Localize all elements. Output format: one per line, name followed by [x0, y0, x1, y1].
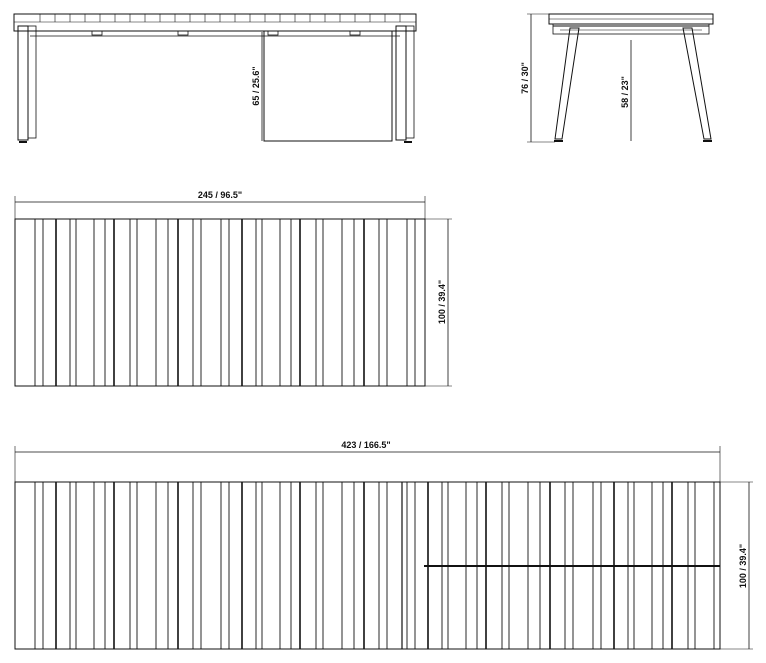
side-tabletop: [14, 14, 416, 31]
side-extension-panel: [264, 31, 392, 141]
extended-width-dimension: 100 / 39.4": [738, 543, 748, 589]
side-height-dimension: 65 / 25.6": [251, 66, 261, 106]
front-leg-height-dimension: 58 / 23": [620, 76, 630, 108]
side-right-leg: [396, 26, 406, 140]
front-left-leg: [555, 28, 579, 139]
side-elevation-view: [14, 14, 416, 142]
side-tabletop-slats: [40, 14, 400, 22]
plan-tabletop-slats: [35, 219, 415, 386]
extended-length-dimension: 423 / 166.5": [341, 440, 391, 450]
plan-length-dimension: 245 / 96.5": [197, 190, 243, 200]
side-left-leg: [18, 26, 28, 140]
plan-view-extended: [15, 440, 753, 649]
plan-view-closed: [15, 190, 452, 386]
front-height-dimension: 76 / 30": [520, 62, 530, 94]
front-right-leg: [683, 28, 711, 139]
front-elevation-view: [520, 14, 713, 142]
plan-width-dimension: 100 / 39.4": [437, 279, 447, 325]
